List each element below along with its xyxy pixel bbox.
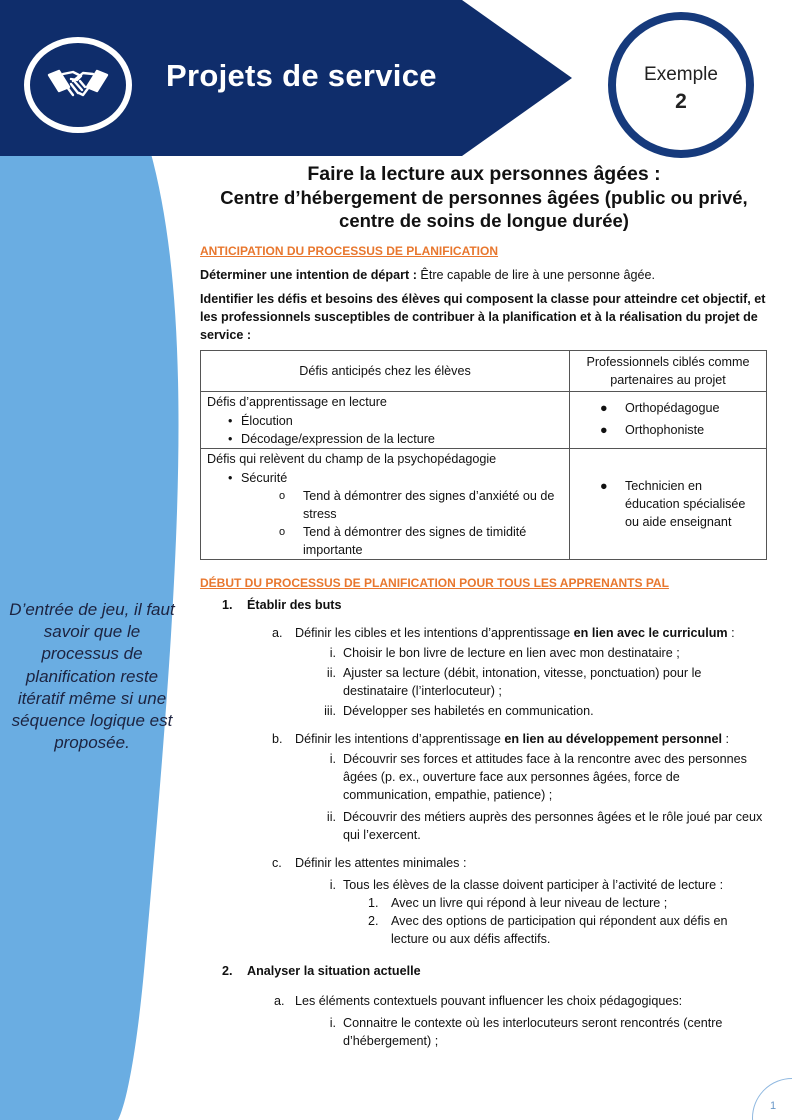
list-item: ii. Ajuster sa lecture (débit, intonation, vitesse, ponctuation) pour le destinataire (l’interlocuteur) ; bbox=[326, 666, 702, 698]
step-2-label: Analyser la situation actuelle bbox=[247, 964, 421, 978]
row1-pro-2: Orthophoniste bbox=[625, 423, 705, 437]
list-item: iii. Développer ses habiletés en communication. bbox=[324, 704, 594, 718]
list-item: o Tend à démontrer des signes d’anxiété ou de stress bbox=[279, 489, 555, 521]
table-cell-challenges bbox=[201, 392, 570, 449]
row1-item-1: Élocution bbox=[241, 414, 293, 428]
intention-label: Déterminer une intention de départ : bbox=[200, 268, 417, 282]
table-cell-professionals bbox=[570, 392, 767, 449]
logo-badge bbox=[24, 37, 132, 133]
list-item: i. Découvrir ses forces et attitudes face à la rencontre avec des personnes âgées (p. ex., ouverture face aux personnes âgées, force de communication, empathie, patience) ; bbox=[329, 752, 747, 802]
table-cell-challenges bbox=[201, 449, 570, 560]
row2-pro: Technicien en éducation spécialisée ou aide enseignant bbox=[625, 479, 746, 529]
step-2a: a. Les éléments contextuels pouvant influencer les choix pédagogiques: bbox=[274, 994, 683, 1008]
handshake-icon bbox=[47, 65, 109, 105]
intention-value: Être capable de lire à une personne âgée. bbox=[416, 268, 655, 282]
row1-heading: Défis d’apprentissage en lecture bbox=[207, 395, 387, 409]
row1-item-2: Décodage/expression de la lecture bbox=[241, 432, 435, 446]
list-item: • Décodage/expression de la lecture bbox=[228, 432, 435, 446]
list-item: ii. Découvrir des métiers auprès des personnes âgées et le rôle joué par ceux qui l’exercent. bbox=[326, 810, 763, 842]
table-header-row bbox=[201, 351, 767, 392]
step-1b: b. Définir les intentions d’apprentissage en lien au développement personnel : bbox=[272, 732, 729, 746]
list-item: o Tend à démontrer des signes de timidité importante bbox=[279, 525, 527, 557]
challenges-table bbox=[200, 350, 767, 560]
table-row bbox=[201, 392, 767, 449]
table-row bbox=[201, 449, 767, 560]
row1-pro-1: Orthopédagogue bbox=[625, 401, 720, 415]
row2-subitem-1: Tend à démontrer des signes d’anxiété ou de stress bbox=[303, 489, 555, 521]
page-number: 1 bbox=[770, 1100, 777, 1112]
step-1a: a. Définir les cibles et les intentions d’apprentissage en lien avec le curriculum : bbox=[272, 626, 735, 640]
identify-text: Identifier les défis et besoins des élèves qui composent la classe pour atteindre cet objectif, et les professionnels susceptibles de contribuer à la planification et à la réalisation du projet de service : bbox=[200, 292, 766, 342]
example-badge bbox=[608, 12, 754, 158]
example-number: 2 bbox=[675, 90, 687, 113]
list-item: • Élocution bbox=[228, 414, 293, 428]
list-item: ● Orthophoniste bbox=[600, 423, 705, 437]
title-line-3: centre de soins de longue durée) bbox=[339, 210, 629, 231]
step-1-label: Établir des buts bbox=[247, 598, 342, 612]
row2-heading: Défis qui relèvent du champ de la psychopédagogie bbox=[207, 452, 497, 466]
table-cell-professionals bbox=[570, 449, 767, 560]
document-title bbox=[200, 162, 768, 232]
step-1: 1. Établir des buts bbox=[222, 598, 342, 612]
title-line-1: Faire la lecture aux personnes âgées : bbox=[307, 163, 661, 185]
list-item: 2. Avec des options de participation qui répondent aux défis en lecture ou aux défis affectifs. bbox=[368, 914, 728, 946]
column-header-challenges: Défis anticipés chez les élèves bbox=[201, 351, 570, 392]
list-item: • Sécurité bbox=[228, 471, 288, 485]
list-item: 1. Avec un livre qui répond à leur niveau de lecture ; bbox=[368, 896, 668, 910]
step-2: 2. Analyser la situation actuelle bbox=[222, 964, 421, 978]
list-item: i. Choisir le bon livre de lecture en lien avec mon destinataire ; bbox=[329, 646, 680, 660]
identify-paragraph bbox=[200, 290, 768, 344]
page-title: Projets de service bbox=[166, 58, 437, 93]
list-item: ● Orthopédagogue bbox=[600, 401, 720, 415]
step-1c: c. Définir les attentes minimales : bbox=[272, 856, 467, 870]
title-line-2: Centre d’hébergement de personnes âgées (public ou privé, bbox=[220, 187, 748, 208]
row2-item: Sécurité bbox=[241, 471, 288, 485]
intention-paragraph bbox=[200, 266, 768, 284]
section-heading-anticipation: ANTICIPATION DU PROCESSUS DE PLANIFICATION bbox=[200, 244, 499, 258]
sidebar-note: D’entrée de jeu, il faut savoir que le processus de planification reste itératif même si une séquence logique est proposée. bbox=[9, 600, 175, 753]
row2-subitem-2: Tend à démontrer des signes de timidité importante bbox=[303, 525, 527, 557]
column-header-professionals: Professionnels ciblés comme partenaires au projet bbox=[570, 351, 767, 392]
list-item: ● Technicien en éducation spécialisée ou aide enseignant bbox=[600, 479, 746, 529]
example-label: Exemple bbox=[644, 64, 718, 85]
section-heading-planning: DÉBUT DU PROCESSUS DE PLANIFICATION POUR TOUS LES APPRENANTS PAL bbox=[200, 576, 669, 590]
main-content bbox=[200, 162, 768, 1050]
list-item: i. Connaitre le contexte où les interlocuteurs seront rencontrés (centre d’hébergement) ; bbox=[329, 1016, 723, 1048]
list-item: i. Tous les élèves de la classe doivent participer à l’activité de lecture : bbox=[329, 878, 724, 892]
